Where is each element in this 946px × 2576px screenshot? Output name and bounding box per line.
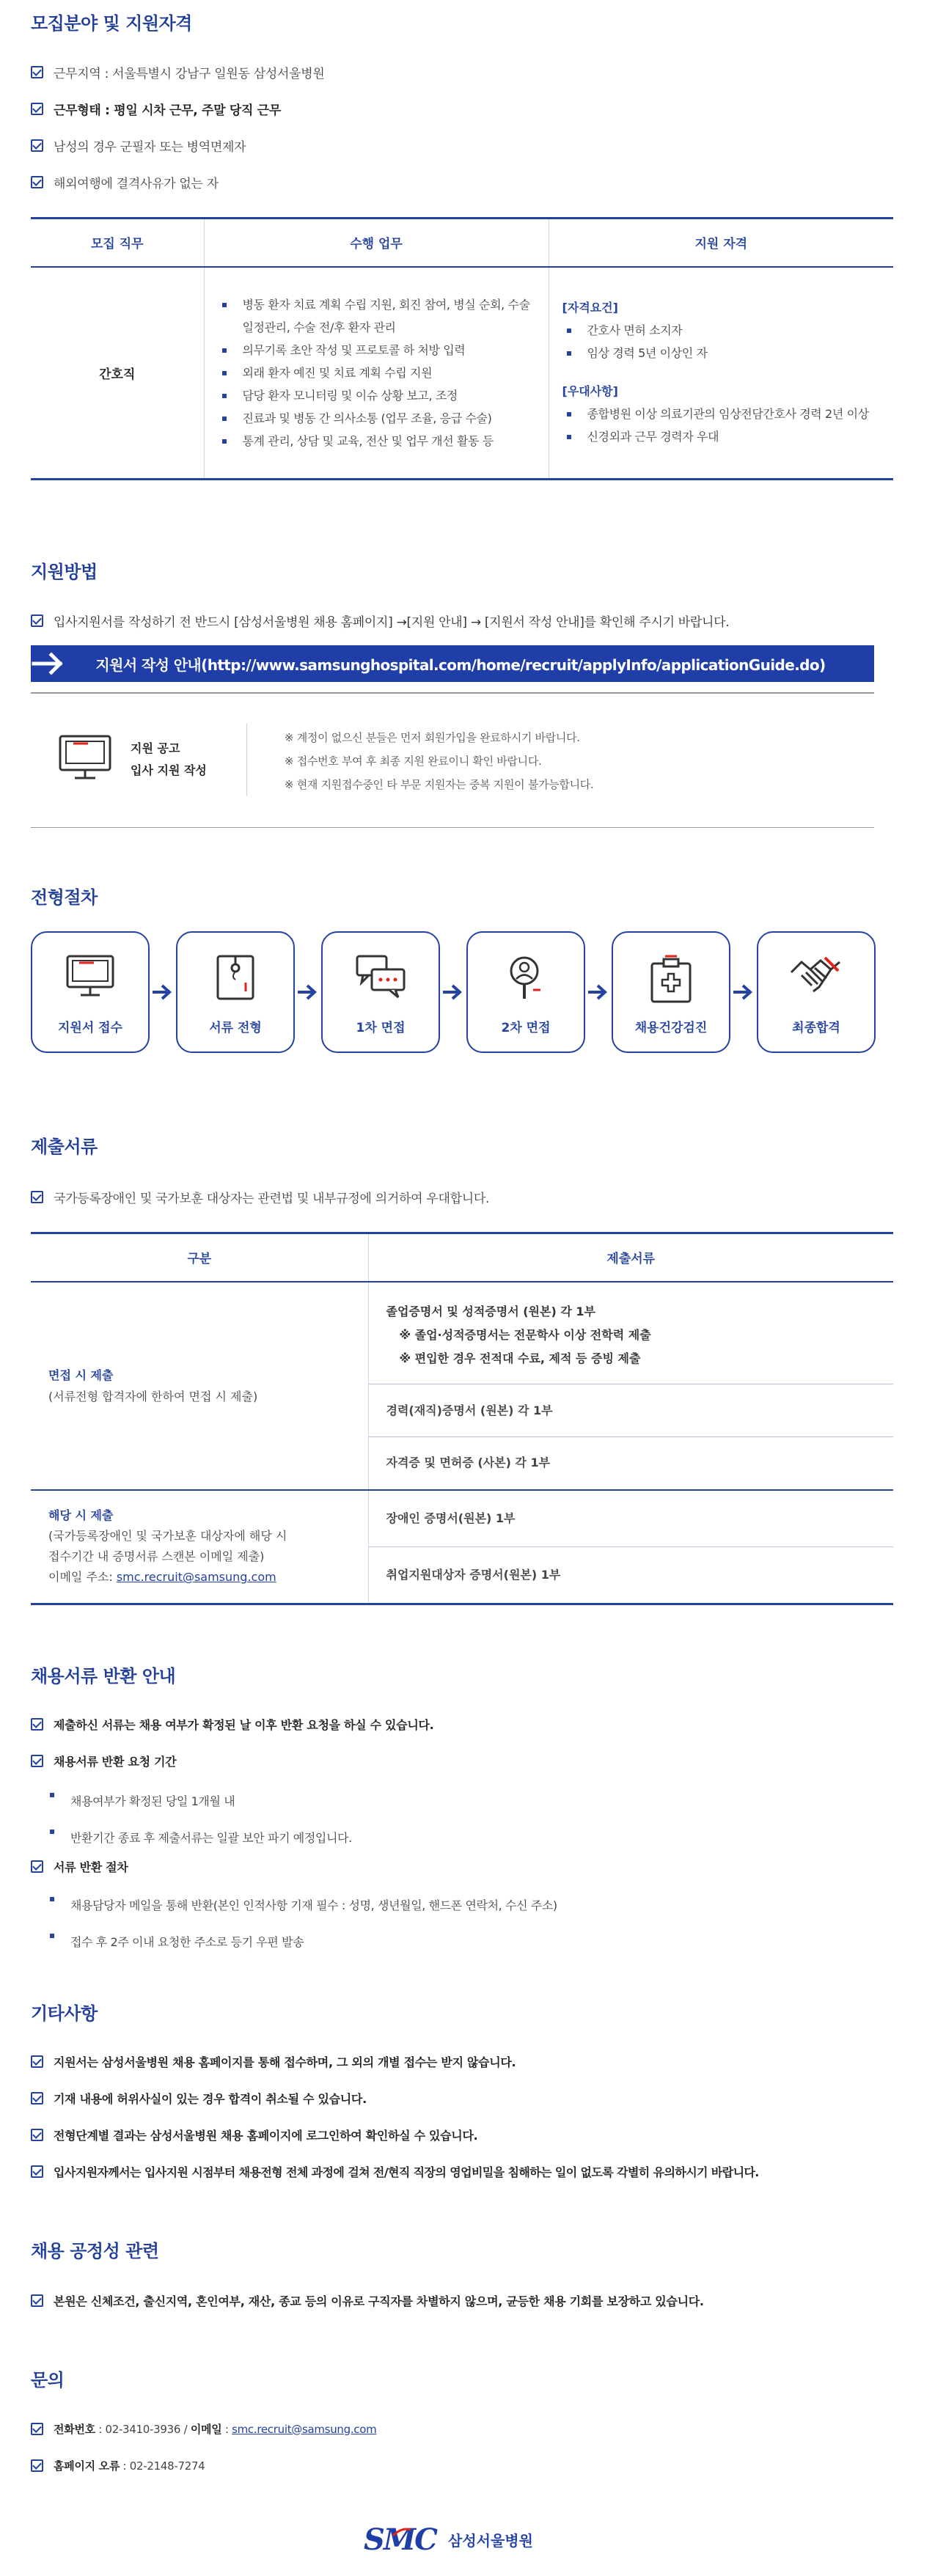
interview-docs-cell: 졸업증명서 및 성적증명서 (원본) 각 1부 ※ 졸업·성적증명서는 전문학사 이상 전학력 제출 ※ 편입한 경우 전적대 수료, 제적 등 증빙 제출 [386,1304,651,1365]
checkbox-icon [31,2423,43,2435]
note: ※ 계정이 없으신 분들은 먼저 회원가입을 완료하시기 바랍니다. [285,731,580,744]
interview-docs-category: 면접 시 제출 (서류전형 합격자에 한하여 면접 시 제출) [31,1282,368,1490]
list-item: 종합병원 이상 의료기관의 임상전담간호사 경력 2년 이상 [562,403,876,425]
recruit-table [31,217,893,480]
list-item: 간호사 면허 소지자 [562,319,876,342]
table-header: 구분 [31,1233,368,1282]
clipboard-medical-icon [648,953,694,1005]
table-header: 지원 자격 [549,219,893,267]
arrow-right-icon [587,983,609,1002]
return-sub-list [45,1887,557,1961]
list-item: 임상 경력 5년 이상인 자 [562,342,876,364]
table-header: 모집 직무 [31,219,204,267]
email-link[interactable]: smc.recruit@samsung.com [232,2422,377,2436]
process-step-interview1: 1차 면접 [321,931,440,1053]
chat-bubbles-icon [354,953,407,1000]
email-link[interactable]: smc.recruit@samsung.com [116,1570,276,1585]
arrow-right-icon [31,645,76,682]
table-header: 제출서류 [368,1233,893,1282]
section-title-contact: 문의 [31,2370,65,2390]
checkbox-icon [31,139,43,152]
list-item: 통계 관리, 상담 및 교육, 전산 및 업무 개선 활동 등 [218,430,534,452]
list-item: 외래 환자 예진 및 치료 계획 수립 지원 [218,362,534,384]
arrow-right-icon [296,983,318,1002]
checkbox-icon [31,103,43,115]
recruit-item: 남성의 경우 군필자 또는 병역면제자 [31,136,246,155]
document-folder-icon [213,953,257,1002]
apply-box-label: 지원 공고 입사 지원 작성 [131,741,207,777]
fair-item: 본원은 신체조건, 출신지역, 혼인여부, 재산, 종교 등의 이유로 구직자를 차별하지 않으며, 균등한 채용 기회를 보장하고 있습니다. [31,2292,704,2309]
process-step-document: 서류 전형 [176,931,295,1053]
checkbox-icon [31,2092,43,2105]
section-title-apply: 지원방법 [31,562,98,582]
process-step-interview2: 2차 면접 [466,931,585,1053]
checkbox-icon [31,66,43,78]
section-title-return: 채용서류 반환 안내 [31,1666,176,1687]
banner-link-text[interactable]: 지원서 작성 안내(http://www.samsunghospital.com/home/recruit/applyInfo/applicationGuide.do) [95,656,826,674]
note: ※ 접수번호 부여 후 최종 지원 완료이니 확인 바랍니다. [285,755,542,768]
apply-notes [285,726,593,796]
checkbox-icon [31,2459,43,2472]
section-title-process: 전형절차 [31,887,98,908]
monitor-icon [57,733,113,785]
checkbox-icon [31,2165,43,2178]
process-step-application: 지원서 접수 [31,931,150,1053]
requirements-list [562,319,876,364]
preferences-title: [우대사항] [562,384,618,399]
handshake-icon [788,953,844,1000]
list-item: 신경외과 근무 경력자 우대 [562,425,876,448]
return-item: 서류 반환 절차 [31,1858,128,1875]
section-title-etc: 기타사항 [31,2003,98,2024]
checkbox-icon [31,2294,43,2307]
arrow-right-icon [732,983,754,1002]
duties-list [218,293,534,452]
arrow-right-icon [441,983,463,1002]
list-item: 의무기록 초안 작성 및 프로토콜 하 처방 입력 [218,339,534,362]
list-item: 채용여부가 확정된 당일 1개월 내 [45,1783,352,1820]
applicable-docs-category: 해당 시 제출 (국가등록장애인 및 국가보훈 대상자에 해당 시 접수기간 내 증명서류 스캔본 이메일 제출) 이메일 주소: smc.recruit@samsung.com [31,1490,368,1604]
checkbox-icon [31,2129,43,2141]
recruit-item: 근무형태 : 평일 시차 근무, 주말 당직 근무 [31,100,281,118]
footer-logo [364,2522,533,2557]
note: ※ 현재 지원접수중인 타 부문 지원자는 중복 지원이 불가능합니다. [285,778,594,791]
section-title-docs: 제출서류 [31,1137,98,1157]
section-title-fair: 채용 공정성 관련 [31,2241,159,2261]
list-item: 병동 환자 치료 계획 수립 지원, 회진 참여, 병실 순회, 수술일정관리, 수술 전/후 환자 관리 [218,293,534,339]
applicable-docs-cell: 장애인 증명서(원본) 1부 [386,1511,516,1525]
divider [31,827,874,828]
recruit-item: 근무지역 : 서울특별시 강남구 일원동 삼성서울병원 [31,63,325,81]
checkbox-icon [31,1755,43,1767]
docs-line: 국가등록장애인 및 국가보훈 대상자는 관련법 및 내부규정에 의거하여 우대합니다. [31,1188,489,1206]
checkbox-icon [31,614,43,627]
contact-phone-email: 전화번호 : 02-3410-3936 / 이메일 : smc.recruit@samsung.com [31,2421,376,2437]
recruit-item: 해외여행에 결격사유가 없는 자 [31,173,219,191]
divider [31,692,874,694]
section-title-recruit: 모집분야 및 지원자격 [31,13,192,34]
checkbox-icon [31,2055,43,2068]
checkbox-icon [31,176,43,188]
docs-table [31,1232,893,1605]
apply-guide-line: 입사지원서를 작성하기 전 반드시 [삼성서울병원 채용 홈페이지] →[지원 안내] → [지원서 작성 안내]를 확인해 주시기 바랍니다. [31,612,729,630]
etc-item: 입사지원자께서는 입사지원 시점부터 채용전형 전체 과정에 걸쳐 전/현직 직장의 영업비밀을 침해하는 일이 없도록 각별히 유의하시기 바랍니다. [31,2163,759,2180]
list-item: 진료과 및 병동 간 의사소통 (업무 조율, 응급 수술) [218,407,534,430]
table-header: 수행 업무 [204,219,549,267]
hospital-name: 삼성서울병원 [448,2532,533,2550]
monitor-icon [65,953,116,1000]
arrow-right-icon [151,983,173,1002]
person-magnifier-icon [504,953,548,1002]
return-sub-list [45,1783,352,1857]
etc-item: 전형단계별 결과는 삼성서울병원 채용 홈페이지에 로그인하여 확인하실 수 있습니다. [31,2127,477,2143]
smc-logo: SMC [364,2522,436,2557]
logo-swoosh-icon [392,2527,412,2537]
contact-error: 홈페이지 오류 : 02-2148-7274 [31,2458,205,2473]
list-item: 채용담당자 메일을 통해 반환(본인 인적사항 기재 필수 : 성명, 생년월일, 핸드폰 연락처, 수신 주소) [45,1887,557,1924]
list-item: 접수 후 2주 이내 요청한 주소로 등기 우편 발송 [45,1924,557,1961]
checkbox-icon [31,1860,43,1873]
interview-docs-cell: 경력(재직)증명서 (원본) 각 1부 [386,1403,553,1417]
requirements-title: [자격요건] [562,301,618,315]
applicable-docs-cell: 취업지원대상자 증명서(원본) 1부 [386,1568,561,1582]
checkbox-icon [31,1718,43,1731]
checkbox-icon [31,1191,43,1203]
return-item: 제출하신 서류는 채용 여부가 확정된 날 이후 반환 요청을 하실 수 있습니다. [31,1716,433,1733]
process-step-health-check: 채용건강검진 [612,931,730,1053]
process-step-final: 최종합격 [757,931,876,1053]
etc-item: 지원서는 삼성서울병원 채용 홈페이지를 통해 접수하며, 그 외의 개별 접수는 받지 않습니다. [31,2053,516,2070]
etc-item: 기재 내용에 허위사실이 있는 경우 합격이 취소될 수 있습니다. [31,2090,367,2107]
job-name: 간호직 [31,267,204,480]
list-item: 담당 환자 모니터링 및 이슈 상황 보고, 조정 [218,384,534,407]
list-item: 반환기간 종료 후 제출서류는 일괄 보안 파기 예정입니다. [45,1820,352,1857]
application-guide-banner[interactable] [31,645,874,682]
return-item: 채용서류 반환 요청 기간 [31,1753,176,1769]
preferences-list [562,403,876,448]
interview-docs-cell: 자격증 및 면허증 (사본) 각 1부 [386,1456,551,1470]
divider-vertical [246,723,247,796]
